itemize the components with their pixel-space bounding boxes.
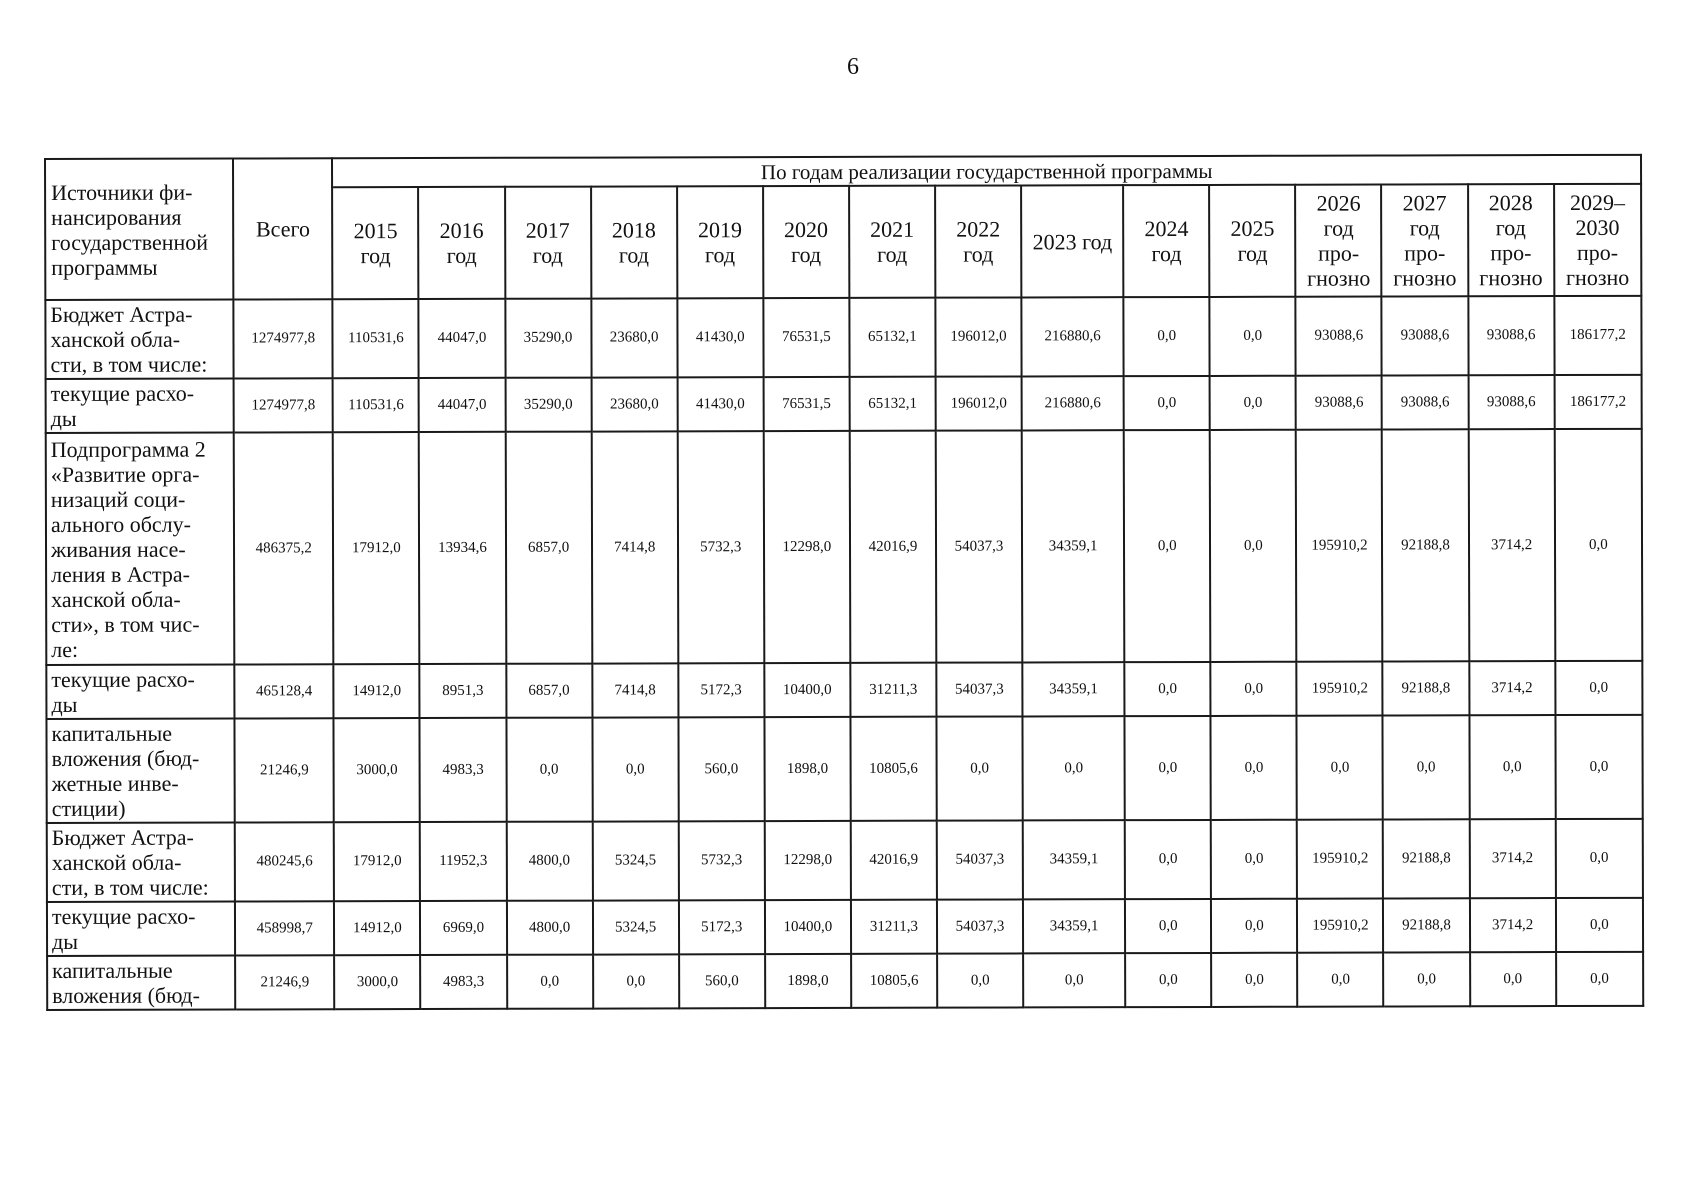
cell-year-value: 7414,8 [592,663,678,717]
cell-year-value: 8951,3 [420,664,506,718]
cell-year-value: 0,0 [1210,430,1297,662]
cell-year-value: 195910,2 [1296,429,1383,661]
cell-year-value: 0,0 [1211,899,1297,953]
cell-year-value: 0,0 [1555,715,1643,819]
header-year: 2016 год [418,187,504,299]
row-label: капитальные вложения (бюд- жетные инве- стиции) [46,719,234,823]
cell-year-value: 6969,0 [420,901,506,955]
cell-year-value: 13934,6 [419,432,506,664]
cell-year-value: 92188,8 [1383,898,1469,952]
header-years-group: По годам реализации государственной программы [332,155,1641,187]
cell-year-value: 34359,1 [1022,662,1124,716]
cell-year-value: 41430,0 [677,377,763,431]
cell-year-value: 54037,3 [937,899,1023,953]
cell-year-value: 0,0 [1297,952,1383,1006]
cell-year-value: 0,0 [1125,662,1211,716]
cell-year-value: 0,0 [1023,953,1125,1007]
table-row [46,375,1642,433]
cell-year-value: 0,0 [1470,952,1556,1006]
cell-year-value: 31211,3 [850,663,936,717]
header-year: 2015 год [332,187,418,299]
header-year: 2023 год [1021,185,1123,297]
cell-year-value: 54037,3 [936,430,1023,662]
cell-year-value: 23680,0 [591,377,677,431]
cell-year-value: 5172,3 [678,663,764,717]
header-year: 2021 год [849,186,935,298]
cell-year-value: 4983,3 [421,955,507,1009]
cell-year-value: 34359,1 [1022,430,1125,662]
cell-year-value: 195910,2 [1297,898,1383,952]
header-year: 2025 год [1209,185,1295,297]
cell-year-value: 0,0 [506,718,592,822]
row-label: Бюджет Астра- ханской обла- сти, в том числе: [47,823,235,902]
cell-year-value: 93088,6 [1382,375,1468,429]
cell-year-value: 216880,6 [1021,297,1123,376]
cell-year-value: 42016,9 [851,821,937,900]
table-row [45,296,1641,379]
cell-total: 486375,2 [234,432,334,664]
cell-total: 480245,6 [235,822,334,901]
cell-year-value: 5732,3 [678,821,764,900]
cell-year-value: 34359,1 [1023,899,1125,953]
cell-year-value: 17912,0 [333,432,420,664]
cell-year-value: 0,0 [1555,661,1642,715]
header-year: 2027 год про- гнозно [1382,184,1468,296]
cell-year-value: 10805,6 [851,954,937,1008]
cell-year-value: 93088,6 [1296,375,1382,429]
cell-year-value: 0,0 [937,953,1023,1007]
cell-year-value: 5172,3 [679,900,765,954]
cell-year-value: 12298,0 [765,821,851,900]
row-label: Подпрограмма 2 «Развитие орга- низаций соци- ального обслу- живания насе- ления в Астра- ханской обла- сти», в том чис- ле: [46,433,235,665]
cell-year-value: 3714,2 [1468,429,1555,661]
cell-year-value: 65132,1 [849,377,935,431]
cell-year-value: 0,0 [1211,953,1297,1007]
cell-total: 465128,4 [235,664,334,718]
cell-total: 21246,9 [235,955,334,1009]
cell-year-value: 3714,2 [1469,661,1555,715]
cell-total: 458998,7 [235,901,334,955]
table-row [47,952,1643,1010]
cell-year-value: 0,0 [593,954,679,1008]
table-row [47,898,1643,956]
cell-year-value: 0,0 [1555,819,1643,898]
header-year: 2017 год [505,187,591,299]
financing-table [44,154,1644,1011]
cell-year-value: 560,0 [679,954,765,1008]
cell-year-value: 35290,0 [505,299,591,378]
cell-total: 21246,9 [235,718,334,822]
cell-total: 1274977,8 [234,378,333,432]
cell-year-value: 12298,0 [764,431,851,663]
table-row [46,429,1643,665]
header-total: Всего [233,158,332,299]
cell-year-value: 196012,0 [936,376,1022,430]
cell-year-value: 0,0 [1384,952,1470,1006]
cell-year-value: 14912,0 [334,664,420,718]
cell-year-value: 110531,6 [333,378,419,432]
cell-year-value: 23680,0 [591,298,677,377]
cell-year-value: 92188,8 [1382,429,1469,661]
row-label: текущие расхо- ды [46,665,234,719]
cell-year-value: 3000,0 [334,955,420,1009]
cell-year-value: 54037,3 [936,662,1022,716]
cell-year-value: 10400,0 [765,900,851,954]
cell-year-value: 216880,6 [1022,376,1124,430]
cell-year-value: 93088,6 [1296,296,1382,375]
cell-year-value: 6857,0 [506,664,592,718]
header-row-group [45,155,1641,188]
cell-year-value: 34359,1 [1023,820,1125,899]
table-row [46,661,1642,719]
header-year: 2029– 2030 про- гнозно [1554,184,1642,296]
cell-year-value: 0,0 [1556,898,1643,952]
cell-year-value: 93088,6 [1382,296,1468,375]
cell-year-value: 195910,2 [1297,819,1383,898]
cell-year-value: 17912,0 [334,822,420,901]
cell-year-value: 42016,9 [850,431,937,663]
cell-year-value: 4983,3 [420,718,506,822]
cell-year-value: 10400,0 [764,663,850,717]
cell-year-value: 4800,0 [506,822,592,901]
header-source: Источники фи- нансирования государственной программы [45,159,234,300]
cell-year-value: 1898,0 [764,717,850,821]
table-body [45,296,1643,1010]
cell-year-value: 0,0 [1125,716,1211,820]
cell-year-value: 0,0 [1124,376,1210,430]
cell-year-value: 65132,1 [849,298,935,377]
cell-year-value: 14912,0 [334,901,420,955]
cell-year-value: 35290,0 [505,378,591,432]
header-year: 2019 год [677,186,763,298]
cell-year-value: 186177,2 [1554,296,1642,375]
cell-year-value: 92188,8 [1383,661,1469,715]
cell-year-value: 0,0 [1124,430,1211,662]
cell-year-value: 3000,0 [334,718,420,822]
cell-year-value: 31211,3 [851,900,937,954]
row-label: капитальные вложения (бюд- [47,956,235,1010]
row-label: текущие расхо- ды [47,902,235,956]
cell-year-value: 0,0 [1125,899,1211,953]
cell-year-value: 3714,2 [1470,898,1556,952]
cell-year-value: 0,0 [1211,716,1297,820]
cell-year-value: 4800,0 [506,901,592,955]
cell-year-value: 0,0 [1297,715,1383,819]
cell-year-value: 76531,5 [763,377,849,431]
cell-year-value: 6857,0 [505,432,592,664]
cell-year-value: 0,0 [1211,662,1297,716]
cell-year-value: 0,0 [1125,953,1211,1007]
cell-year-value: 560,0 [678,717,764,821]
cell-year-value: 0,0 [1210,376,1296,430]
cell-year-value: 0,0 [1124,297,1210,376]
cell-year-value: 93088,6 [1468,296,1554,375]
cell-year-value: 196012,0 [935,297,1021,376]
cell-year-value: 0,0 [936,716,1022,820]
cell-year-value: 0,0 [1023,716,1125,820]
row-label: текущие расхо- ды [46,379,234,433]
cell-year-value: 1898,0 [765,954,851,1008]
header-year: 2028 год про- гнозно [1468,184,1554,296]
cell-year-value: 0,0 [1383,715,1469,819]
cell-year-value: 92188,8 [1383,819,1469,898]
cell-year-value: 5732,3 [677,431,764,663]
cell-year-value: 0,0 [1554,429,1642,661]
cell-year-value: 11952,3 [420,822,506,901]
cell-year-value: 44047,0 [419,299,505,378]
header-year: 2026 год про- гнозно [1295,184,1381,296]
cell-year-value: 0,0 [1210,297,1296,376]
cell-year-value: 3714,2 [1469,819,1555,898]
cell-year-value: 186177,2 [1554,375,1641,429]
cell-year-value: 0,0 [1211,820,1297,899]
cell-total: 1274977,8 [234,299,333,378]
cell-year-value: 10805,6 [850,717,936,821]
cell-year-value: 110531,6 [333,299,419,378]
page-number: 6 [847,54,859,80]
cell-year-value: 76531,5 [763,298,849,377]
cell-year-value: 0,0 [592,717,678,821]
cell-year-value: 41430,0 [677,298,763,377]
cell-year-value: 5324,5 [592,821,678,900]
cell-year-value: 93088,6 [1468,375,1554,429]
table-row [46,715,1642,823]
cell-year-value: 7414,8 [591,431,678,663]
header-year: 2018 год [591,186,677,298]
table-row [47,819,1643,902]
cell-year-value: 0,0 [1556,952,1643,1006]
header-year: 2020 год [763,186,849,298]
cell-year-value: 0,0 [1125,820,1211,899]
cell-year-value: 195910,2 [1297,661,1383,715]
cell-year-value: 0,0 [1469,715,1555,819]
cell-year-value: 44047,0 [419,378,505,432]
cell-year-value: 5324,5 [593,900,679,954]
header-year: 2022 год [935,185,1021,297]
header-year: 2024 год [1123,185,1209,297]
cell-year-value: 54037,3 [937,820,1023,899]
row-label: Бюджет Астра- ханской обла- сти, в том числе: [45,300,233,379]
cell-year-value: 0,0 [507,955,593,1009]
